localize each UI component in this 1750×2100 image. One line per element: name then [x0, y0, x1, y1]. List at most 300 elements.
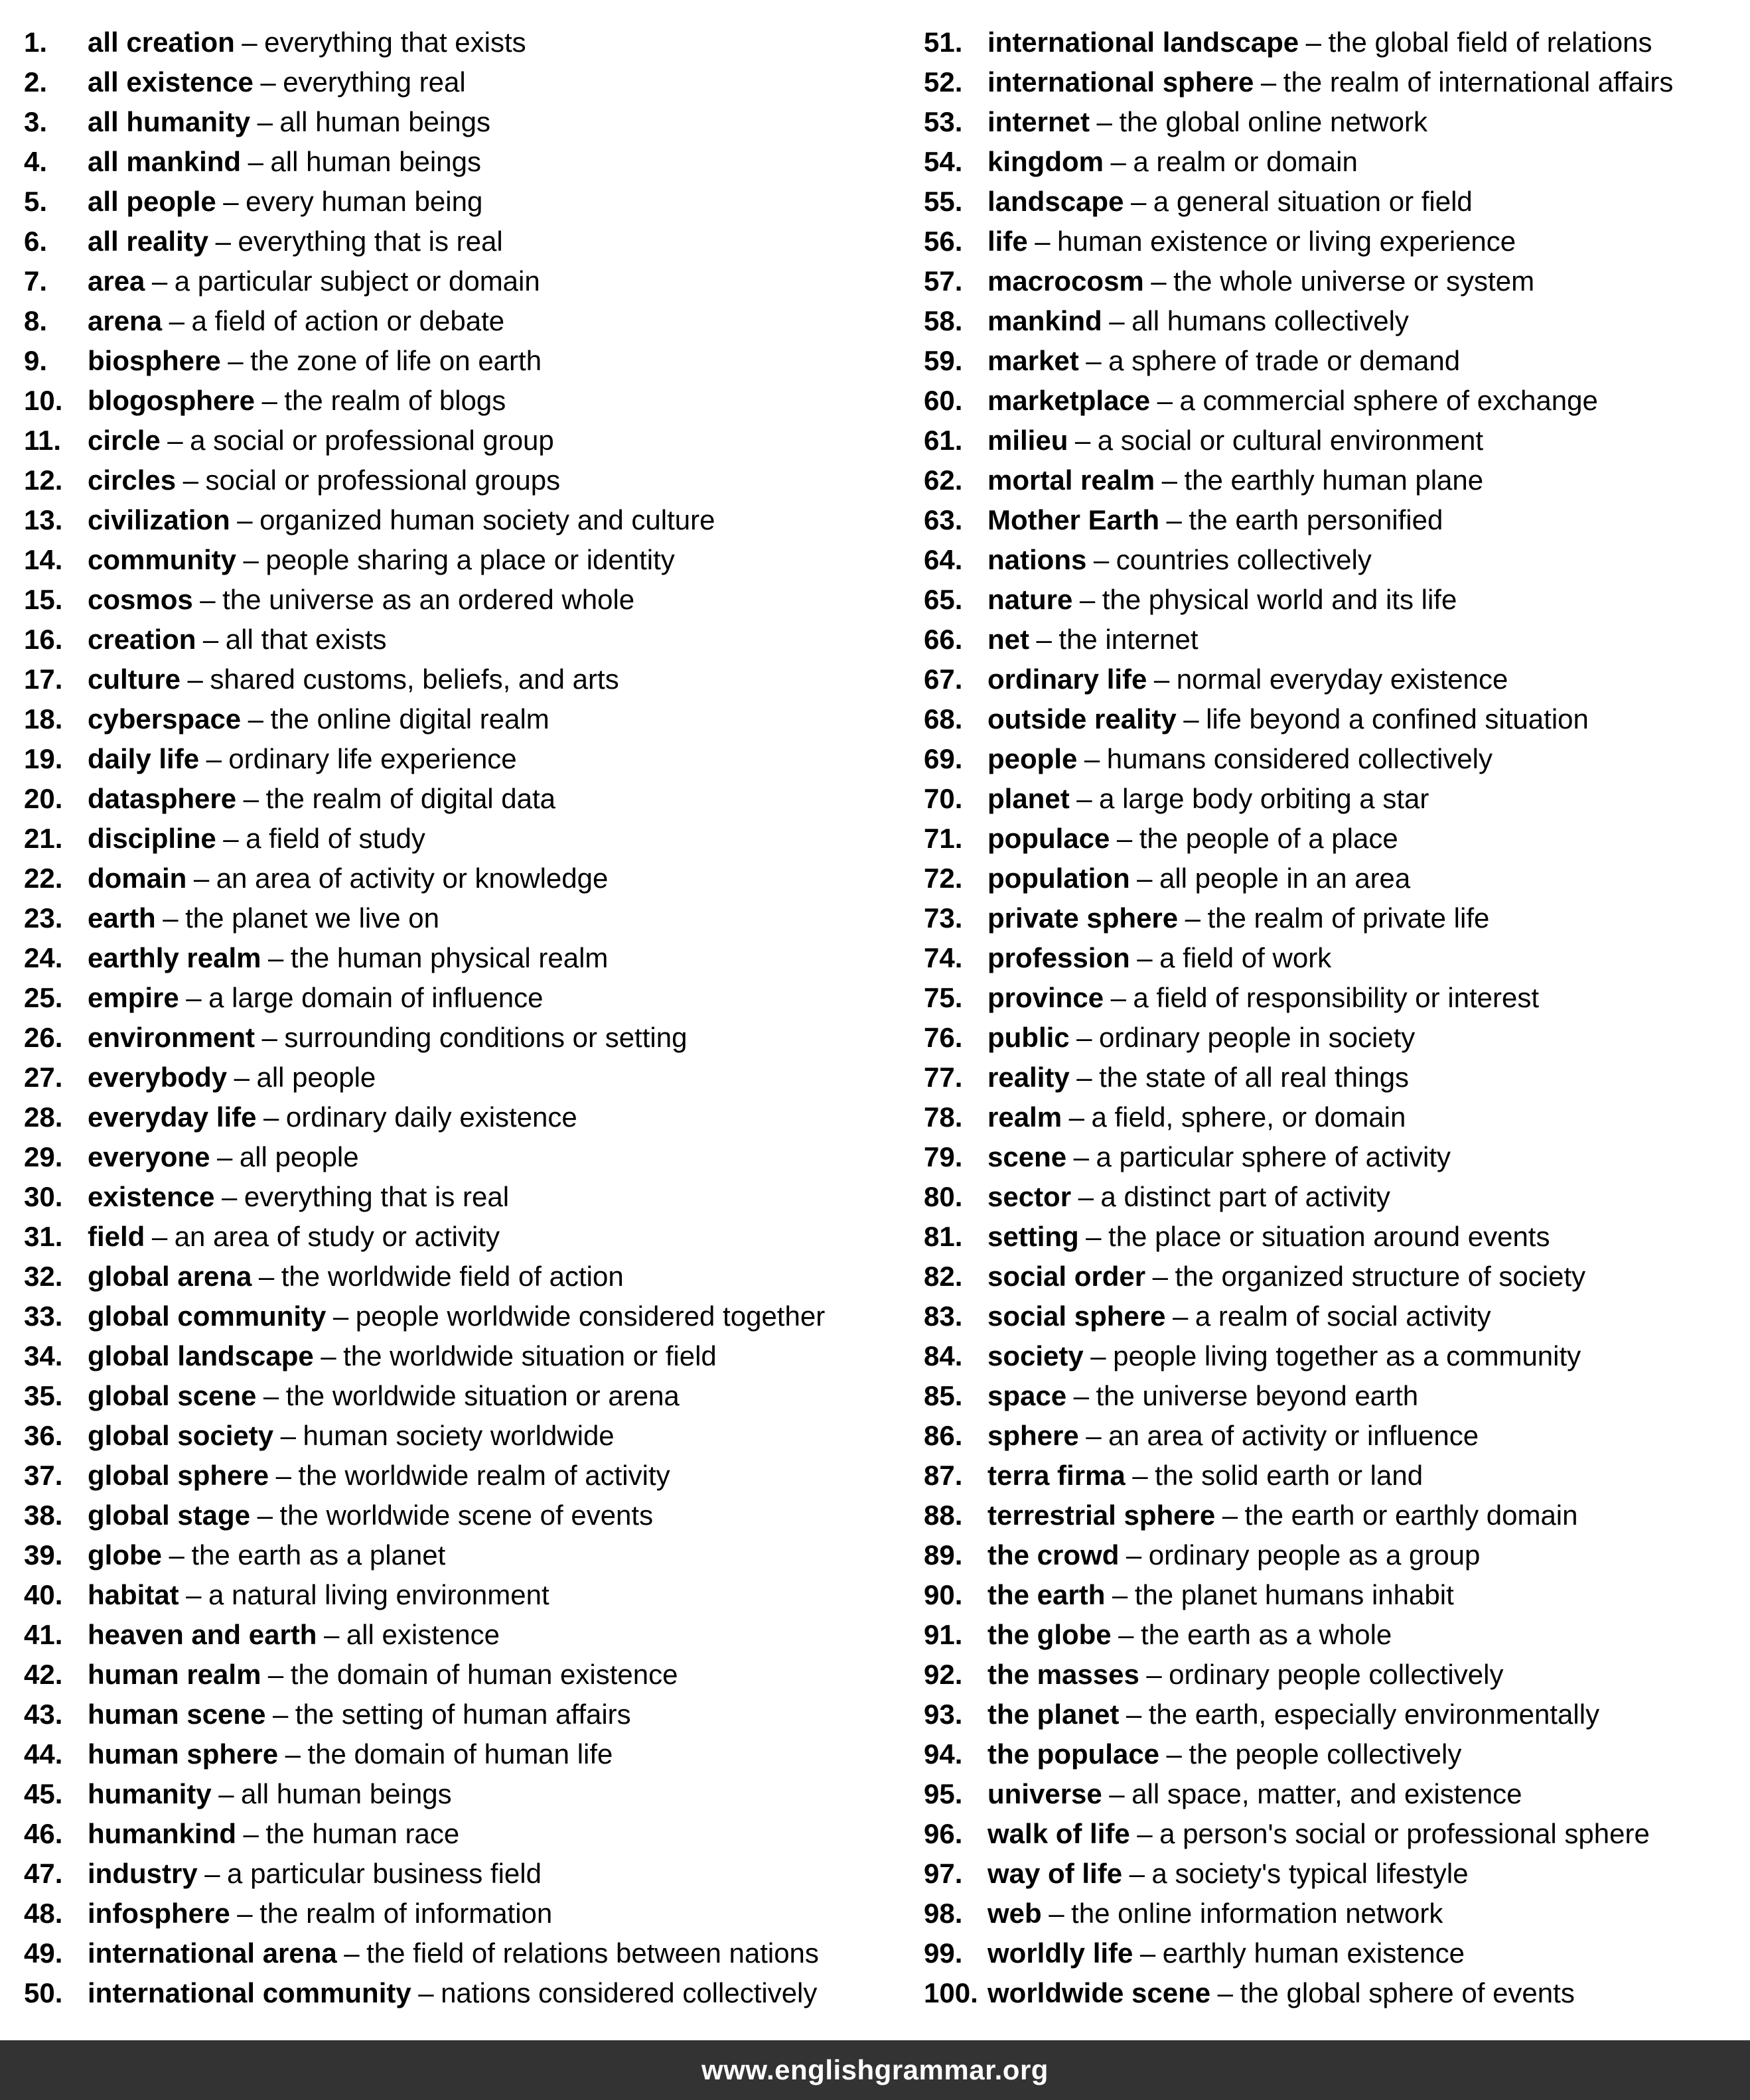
item-definition: humans considered collectively	[1106, 743, 1493, 774]
item-definition: the earth or earthly domain	[1244, 1500, 1578, 1531]
item-term: public	[987, 1022, 1070, 1053]
item-separator: –	[272, 1699, 289, 1730]
item-definition: the earth, especially environmentally	[1148, 1699, 1600, 1730]
item-definition: a realm of social activity	[1195, 1300, 1491, 1332]
item-term: global stage	[88, 1500, 251, 1531]
list-item	[924, 342, 1747, 382]
item-separator: –	[202, 624, 219, 655]
item-definition: the online information network	[1071, 1898, 1443, 1929]
item-number: 59.	[924, 345, 963, 376]
list-item	[924, 1616, 1747, 1656]
item-term: existence	[88, 1181, 215, 1212]
item-definition: the worldwide field of action	[281, 1261, 624, 1292]
item-term: everybody	[88, 1062, 228, 1093]
item-number: 98.	[924, 1898, 963, 1929]
item-separator: –	[163, 902, 179, 934]
item-separator: –	[1073, 1380, 1089, 1411]
list-item	[924, 1258, 1747, 1298]
item-definition: all people	[239, 1141, 359, 1172]
item-number: 95.	[924, 1778, 963, 1809]
list-item	[924, 581, 1747, 621]
item-separator: –	[248, 703, 264, 735]
item-definition: the earthly human plane	[1184, 464, 1484, 496]
item-number: 9.	[24, 345, 48, 376]
item-separator: –	[1139, 1937, 1156, 1969]
item-definition: the human physical realm	[290, 942, 609, 973]
item-definition: the worldwide situation or arena	[285, 1380, 680, 1411]
list-item	[924, 1537, 1747, 1576]
list-item	[24, 740, 893, 780]
item-term: habitat	[88, 1579, 179, 1610]
list-item	[924, 541, 1747, 581]
item-definition: the earth personified	[1189, 504, 1443, 535]
item-definition: all that exists	[225, 624, 387, 655]
item-definition: everything real	[283, 66, 466, 98]
list-item	[924, 422, 1747, 462]
list-item	[24, 940, 893, 979]
item-term: walk of life	[987, 1818, 1130, 1849]
item-term: realm	[987, 1101, 1062, 1133]
item-term: marketplace	[987, 385, 1151, 416]
item-term: creation	[88, 624, 196, 655]
item-separator: –	[1217, 1977, 1233, 2008]
item-definition: the global online network	[1119, 106, 1428, 137]
item-term: the crowd	[987, 1539, 1120, 1571]
item-term: humankind	[88, 1818, 237, 1849]
item-term: the masses	[987, 1659, 1139, 1690]
item-term: province	[987, 982, 1104, 1013]
item-definition: the realm of private life	[1207, 902, 1490, 934]
item-separator: –	[1153, 664, 1170, 695]
item-number: 61.	[924, 425, 963, 456]
list-item	[24, 143, 893, 183]
item-term: empire	[88, 982, 179, 1013]
list-item	[924, 1656, 1747, 1696]
item-term: terrestrial sphere	[987, 1500, 1216, 1531]
item-term: all reality	[88, 226, 209, 257]
item-definition: the physical world and its life	[1102, 584, 1457, 615]
item-definition: every human being	[246, 186, 483, 217]
list-item	[24, 342, 893, 382]
item-number: 5.	[24, 186, 48, 217]
item-separator: –	[1086, 1221, 1102, 1252]
item-separator: –	[1096, 106, 1112, 137]
item-term: the globe	[987, 1619, 1112, 1650]
item-term: domain	[88, 863, 187, 894]
item-term: net	[987, 624, 1029, 655]
item-separator: –	[257, 1500, 273, 1531]
item-definition: the place or situation around events	[1108, 1221, 1550, 1252]
item-number: 57.	[924, 265, 963, 297]
item-term: social order	[987, 1261, 1146, 1292]
item-definition: people worldwide considered together	[355, 1300, 826, 1332]
item-definition: ordinary people in society	[1099, 1022, 1416, 1053]
item-number: 27.	[24, 1062, 63, 1093]
item-term: way of life	[987, 1858, 1123, 1889]
item-separator: –	[169, 305, 184, 336]
item-separator: –	[261, 385, 277, 416]
item-separator: –	[1151, 265, 1167, 297]
item-separator: –	[186, 982, 202, 1013]
item-separator: –	[1126, 1699, 1142, 1730]
item-term: web	[987, 1898, 1042, 1929]
item-term: datasphere	[88, 783, 237, 814]
item-number: 3.	[24, 106, 48, 137]
item-definition: the field of relations between nations	[366, 1937, 819, 1969]
item-definition: a social or cultural environment	[1097, 425, 1484, 456]
item-term: terra firma	[987, 1460, 1126, 1491]
item-term: landscape	[987, 186, 1124, 217]
item-definition: all human beings	[241, 1778, 452, 1809]
item-number: 73.	[924, 902, 963, 934]
item-separator: –	[1305, 27, 1321, 58]
item-term: circles	[88, 464, 177, 496]
item-term: circle	[88, 425, 161, 456]
item-term: human scene	[88, 1699, 266, 1730]
item-number: 85.	[924, 1380, 963, 1411]
list-item	[924, 1855, 1747, 1895]
item-separator: –	[1116, 823, 1133, 854]
item-separator: –	[285, 1738, 301, 1770]
item-separator: –	[1183, 703, 1199, 735]
item-separator: –	[1079, 584, 1096, 615]
item-number: 17.	[24, 664, 63, 695]
item-number: 1.	[24, 27, 48, 58]
item-number: 82.	[924, 1261, 963, 1292]
item-number: 41.	[24, 1619, 63, 1650]
item-separator: –	[1090, 1340, 1106, 1371]
list-item	[924, 701, 1747, 740]
item-number: 19.	[24, 743, 63, 774]
list-item	[24, 541, 893, 581]
item-definition: countries collectively	[1116, 544, 1372, 575]
item-term: worldwide scene	[987, 1977, 1211, 2008]
item-definition: a realm or domain	[1133, 146, 1358, 177]
item-separator: –	[243, 1818, 259, 1849]
item-definition: the zone of life on earth	[250, 345, 542, 376]
item-separator: –	[263, 1101, 279, 1133]
item-term: global arena	[88, 1261, 252, 1292]
item-number: 92.	[924, 1659, 963, 1690]
item-separator: –	[1130, 186, 1147, 217]
item-term: ordinary life	[987, 664, 1147, 695]
item-term: scene	[987, 1141, 1067, 1172]
item-number: 43.	[24, 1699, 63, 1730]
item-definition: a commercial sphere of exchange	[1179, 385, 1598, 416]
item-definition: the realm of international affairs	[1283, 66, 1674, 98]
item-separator: –	[1036, 624, 1052, 655]
item-term: the earth	[987, 1579, 1106, 1610]
item-separator: –	[151, 1221, 168, 1252]
item-separator: –	[216, 1141, 233, 1172]
list-item	[24, 820, 893, 860]
item-number: 2.	[24, 66, 48, 98]
item-term: market	[987, 345, 1079, 376]
item-number: 69.	[924, 743, 963, 774]
list-item	[924, 1338, 1747, 1377]
item-number: 80.	[924, 1181, 963, 1212]
item-definition: a sphere of trade or demand	[1108, 345, 1461, 376]
item-term: community	[88, 544, 237, 575]
item-number: 47.	[24, 1858, 63, 1889]
item-number: 83.	[924, 1300, 963, 1332]
item-term: profession	[987, 942, 1130, 973]
item-number: 58.	[924, 305, 963, 336]
list-item	[24, 1139, 893, 1178]
list-item	[24, 1457, 893, 1497]
list-item	[924, 1576, 1747, 1616]
item-definition: the human race	[265, 1818, 460, 1849]
item-term: global community	[88, 1300, 327, 1332]
word-list-column-right	[924, 24, 1747, 2014]
item-separator: –	[418, 1977, 434, 2008]
item-definition: a field of work	[1159, 942, 1332, 973]
item-number: 88.	[924, 1500, 963, 1531]
item-separator: –	[267, 1659, 284, 1690]
item-separator: –	[237, 504, 253, 535]
item-separator: –	[1112, 1579, 1128, 1610]
item-definition: the planet humans inhabit	[1134, 1579, 1454, 1610]
item-number: 65.	[924, 584, 963, 615]
list-item	[924, 263, 1747, 303]
item-term: space	[987, 1380, 1067, 1411]
list-item	[24, 1616, 893, 1656]
item-term: humanity	[88, 1778, 212, 1809]
item-term: the populace	[987, 1738, 1160, 1770]
item-separator: –	[1166, 504, 1182, 535]
item-term: globe	[88, 1539, 162, 1571]
item-number: 7.	[24, 265, 48, 297]
item-definition: ordinary people collectively	[1169, 1659, 1504, 1690]
list-item	[924, 1696, 1747, 1736]
item-separator: –	[223, 186, 239, 217]
item-definition: the state of all real things	[1099, 1062, 1410, 1093]
item-number: 74.	[924, 942, 963, 973]
list-item	[24, 1855, 893, 1895]
item-number: 94.	[924, 1738, 963, 1770]
item-definition: a social or professional group	[190, 425, 554, 456]
item-term: reality	[987, 1062, 1070, 1093]
item-term: private sphere	[987, 902, 1179, 934]
item-definition: a general situation or field	[1153, 186, 1473, 217]
item-definition: people living together as a community	[1113, 1340, 1581, 1371]
item-definition: ordinary people as a group	[1148, 1539, 1481, 1571]
item-number: 99.	[924, 1937, 963, 1969]
item-number: 33.	[24, 1300, 63, 1332]
item-separator: –	[321, 1340, 336, 1371]
item-separator: –	[332, 1300, 349, 1332]
list-item	[924, 1776, 1747, 1815]
item-separator: –	[204, 1858, 220, 1889]
item-number: 72.	[924, 863, 963, 894]
item-number: 14.	[24, 544, 63, 575]
item-definition: the worldwide scene of events	[279, 1500, 654, 1531]
item-number: 20.	[24, 783, 63, 814]
item-separator: –	[1260, 66, 1277, 98]
item-number: 48.	[24, 1898, 63, 1929]
list-item	[924, 303, 1747, 342]
item-number: 89.	[924, 1539, 963, 1571]
item-term: culture	[88, 664, 181, 695]
list-item	[924, 1975, 1747, 2014]
list-item	[24, 621, 893, 661]
item-separator: –	[206, 743, 222, 774]
item-number: 12.	[24, 464, 63, 496]
item-term: milieu	[987, 425, 1068, 456]
item-term: environment	[88, 1022, 255, 1053]
item-separator: –	[1086, 345, 1102, 376]
item-number: 34.	[24, 1340, 63, 1371]
item-term: social sphere	[987, 1300, 1166, 1332]
item-number: 36.	[24, 1420, 63, 1451]
list-item	[924, 1019, 1747, 1059]
item-definition: the universe beyond earth	[1096, 1380, 1419, 1411]
list-item	[24, 303, 893, 342]
item-term: civilization	[88, 504, 230, 535]
item-definition: the internet	[1058, 624, 1199, 655]
item-term: international sphere	[987, 66, 1254, 98]
item-separator: –	[1185, 902, 1201, 934]
item-separator: –	[151, 265, 168, 297]
item-number: 40.	[24, 1579, 63, 1610]
item-separator: –	[200, 584, 216, 615]
item-definition: everything that is real	[238, 226, 503, 257]
list-item	[24, 1298, 893, 1338]
item-definition: a natural living environment	[208, 1579, 549, 1610]
list-item	[24, 900, 893, 940]
item-number: 37.	[24, 1460, 63, 1491]
item-definition: the worldwide realm of activity	[298, 1460, 670, 1491]
list-item	[924, 940, 1747, 979]
item-number: 50.	[24, 1977, 63, 2008]
item-number: 11.	[24, 425, 62, 456]
item-number: 100.	[924, 1977, 978, 2008]
item-number: 42.	[24, 1659, 63, 1690]
list-item	[24, 1338, 893, 1377]
item-number: 13.	[24, 504, 63, 535]
item-term: sphere	[987, 1420, 1079, 1451]
list-item	[924, 462, 1747, 502]
item-separator: –	[215, 226, 231, 257]
item-separator: –	[275, 1460, 291, 1491]
list-item	[924, 502, 1747, 541]
item-separator: –	[1118, 1619, 1134, 1650]
item-separator: –	[218, 1778, 234, 1809]
item-number: 84.	[924, 1340, 963, 1371]
list-item	[24, 1935, 893, 1975]
item-definition: the global field of relations	[1328, 27, 1652, 58]
list-item	[24, 780, 893, 820]
list-item	[24, 860, 893, 900]
item-term: all mankind	[88, 146, 242, 177]
item-separator: –	[1076, 783, 1092, 814]
item-number: 35.	[24, 1380, 63, 1411]
item-term: worldly life	[987, 1937, 1133, 1969]
item-definition: the setting of human affairs	[295, 1699, 631, 1730]
item-term: heaven and earth	[88, 1619, 317, 1650]
item-definition: all human beings	[279, 106, 490, 137]
word-list	[0, 24, 1750, 2008]
item-separator: –	[223, 823, 239, 854]
item-term: global sphere	[88, 1460, 269, 1491]
list-item	[24, 1218, 893, 1258]
item-separator: –	[1222, 1500, 1238, 1531]
item-term: blogosphere	[88, 385, 255, 416]
item-number: 22.	[24, 863, 63, 894]
item-definition: all human beings	[270, 146, 481, 177]
item-number: 76.	[924, 1022, 963, 1053]
list-item	[24, 502, 893, 541]
list-item	[24, 263, 893, 303]
item-separator: –	[243, 783, 259, 814]
item-term: international arena	[88, 1937, 337, 1969]
item-separator: –	[1049, 1898, 1064, 1929]
item-separator: –	[344, 1937, 360, 1969]
footer-url: www.englishgrammar.org	[701, 2054, 1049, 2085]
item-term: international landscape	[987, 27, 1299, 58]
item-term: internet	[987, 106, 1090, 137]
list-item	[924, 820, 1747, 860]
item-definition: all people in an area	[1159, 863, 1411, 894]
item-separator: –	[1146, 1659, 1162, 1690]
list-item	[924, 143, 1747, 183]
item-definition: all people	[256, 1062, 376, 1093]
item-number: 86.	[924, 1420, 963, 1451]
item-definition: everything that is real	[244, 1181, 510, 1212]
item-number: 45.	[24, 1778, 63, 1809]
item-term: setting	[987, 1221, 1079, 1252]
item-term: life	[987, 226, 1028, 257]
item-number: 15.	[24, 584, 63, 615]
item-separator: –	[1073, 1141, 1089, 1172]
item-definition: the whole universe or system	[1173, 265, 1535, 297]
list-item	[24, 1417, 893, 1457]
item-separator: –	[1086, 1420, 1102, 1451]
list-item	[24, 1059, 893, 1099]
list-item	[924, 1178, 1747, 1218]
list-item	[924, 1497, 1747, 1537]
item-definition: the realm of information	[259, 1898, 553, 1929]
item-term: mankind	[987, 305, 1102, 336]
item-term: cyberspace	[88, 703, 242, 735]
item-definition: a field of action or debate	[191, 305, 505, 336]
item-definition: organized human society and culture	[259, 504, 715, 535]
item-separator: –	[1157, 385, 1173, 416]
list-item	[924, 1377, 1747, 1417]
item-separator: –	[261, 1022, 277, 1053]
list-item	[924, 1935, 1747, 1975]
item-separator: –	[1076, 1022, 1092, 1053]
item-definition: a field of responsibility or interest	[1133, 982, 1540, 1013]
item-definition: the global sphere of events	[1240, 1977, 1575, 2008]
item-term: all people	[88, 186, 216, 217]
item-definition: the realm of digital data	[265, 783, 556, 814]
item-definition: a particular business field	[227, 1858, 542, 1889]
item-number: 51.	[924, 27, 963, 58]
item-number: 55.	[924, 186, 963, 217]
item-definition: an area of activity or knowledge	[216, 863, 609, 894]
list-item	[24, 382, 893, 422]
item-definition: the planet we live on	[185, 902, 439, 934]
item-number: 97.	[924, 1858, 963, 1889]
list-item	[924, 1139, 1747, 1178]
item-number: 90.	[924, 1579, 963, 1610]
item-number: 29.	[24, 1141, 63, 1172]
item-number: 56.	[924, 226, 963, 257]
item-separator: –	[1110, 982, 1126, 1013]
list-item	[24, 1656, 893, 1696]
list-item	[924, 1059, 1747, 1099]
